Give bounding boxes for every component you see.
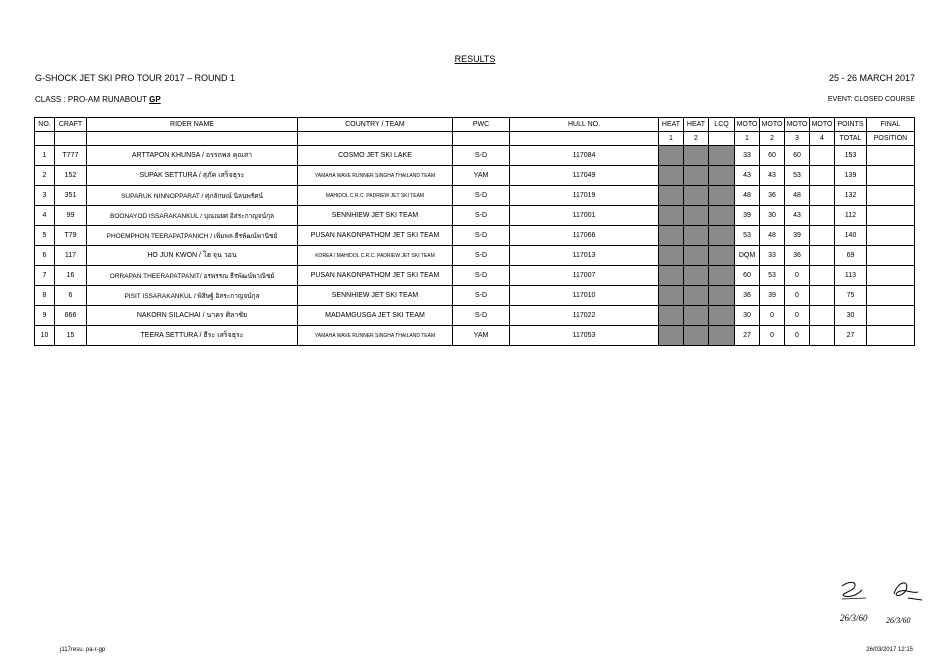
cell-m2: 0 [760, 306, 785, 326]
cell-shaded [684, 166, 709, 186]
cell-hull: 117019 [510, 186, 659, 206]
cell-no: 1 [35, 146, 55, 166]
cell-craft: 16 [55, 266, 87, 286]
class-prefix: CLASS : PRO-AM RUNABOUT [35, 95, 150, 104]
cell-total: 140 [835, 226, 867, 246]
cell-shaded [684, 226, 709, 246]
col-moto3-num: 3 [785, 132, 810, 146]
col-lcq: LCQ [709, 118, 735, 132]
cell-shaded [684, 306, 709, 326]
cell-pos [867, 246, 915, 266]
cell-total: 139 [835, 166, 867, 186]
cell-m2: 30 [760, 206, 785, 226]
cell-m4 [810, 186, 835, 206]
cell-rider: ARTTAPON KHUNSA / อรรถพล คุณสา [87, 146, 298, 166]
cell-no: 5 [35, 226, 55, 246]
cell-craft: 152 [55, 166, 87, 186]
col-final: FINAL [867, 118, 915, 132]
cell-shaded [684, 186, 709, 206]
cell-no: 9 [35, 306, 55, 326]
cell-hull: 117013 [510, 246, 659, 266]
col-pwc: PWC [453, 118, 510, 132]
cell-shaded [684, 146, 709, 166]
cell-no: 6 [35, 246, 55, 266]
cell-team: YAMAHA WAVE RUNNER SINGHA THAILAND TEAM [298, 326, 453, 346]
cell-craft: T777 [55, 146, 87, 166]
cell-pos [867, 146, 915, 166]
cell-m2: 43 [760, 166, 785, 186]
table-row [35, 286, 915, 306]
cell-craft: 15 [55, 326, 87, 346]
cell-hull: 117001 [510, 206, 659, 226]
col-heat2-num: 2 [684, 132, 709, 146]
cell-pos [867, 266, 915, 286]
col-no: NO. [35, 118, 55, 132]
cell-team: PUSAN NAKONPATHOM JET SKI TEAM [298, 226, 453, 246]
cell-m3: 0 [785, 326, 810, 346]
cell-m4 [810, 306, 835, 326]
cell-shaded [659, 166, 684, 186]
cell-pwc: S-D [453, 186, 510, 206]
col-craft: CRAFT [55, 118, 87, 132]
cell-hull: 117049 [510, 166, 659, 186]
cell-shaded [659, 186, 684, 206]
cell-m2: 60 [760, 146, 785, 166]
cell-m3: 0 [785, 286, 810, 306]
cell-rider: NAKORN SILACHAI / นาคร ศิลาชัย [87, 306, 298, 326]
cell-craft: 666 [55, 306, 87, 326]
cell-pwc: S-D [453, 146, 510, 166]
cell-m1: 39 [735, 206, 760, 226]
cell-pwc: YAM [453, 166, 510, 186]
cell-no: 3 [35, 186, 55, 206]
cell-shaded [709, 166, 735, 186]
footer-file-ref: j117resu. pa-r-gp [60, 647, 106, 653]
cell-m1: 60 [735, 266, 760, 286]
cell-craft: 117 [55, 246, 87, 266]
header-row-2 [35, 132, 915, 146]
cell-pwc: S-D [453, 226, 510, 246]
cell-shaded [709, 266, 735, 286]
cell-m3: 36 [785, 246, 810, 266]
header-row-1 [35, 118, 915, 132]
cell-shaded [684, 206, 709, 226]
cell-craft: 351 [55, 186, 87, 206]
cell-no: 8 [35, 286, 55, 306]
cell-shaded [709, 186, 735, 206]
cell-team: KOREA / MAHIDOL C.R.C. PADRIEW JET SKI TEAM [298, 246, 453, 266]
col-team: COUNTRY / TEAM [298, 118, 453, 132]
table-row [35, 166, 915, 186]
cell-shaded [659, 286, 684, 306]
cell-shaded [684, 326, 709, 346]
cell-m4 [810, 246, 835, 266]
cell-pos [867, 226, 915, 246]
cell-rider: PHOEMPHON TEERAPATPANICH / เพิ่มพล ธีรพัฒน์พานิชย์ [87, 226, 298, 246]
cell-shaded [659, 146, 684, 166]
table-row [35, 266, 915, 286]
cell-shaded [659, 306, 684, 326]
cell-craft: T79 [55, 226, 87, 246]
event-name: G-SHOCK JET SKI PRO TOUR 2017 – ROUND 1 [35, 73, 236, 83]
class-label [35, 95, 161, 104]
col-moto3: MOTO [785, 118, 810, 132]
cell-hull: 117022 [510, 306, 659, 326]
table-row [35, 246, 915, 266]
cell-shaded [709, 306, 735, 326]
cell-rider: PISIT ISSARAKANKUL / พิสิษฐ์ อิสระกาญจน์กุล [87, 286, 298, 306]
cell-m3: 0 [785, 266, 810, 286]
cell-shaded [684, 286, 709, 306]
cell-pwc: S-D [453, 286, 510, 306]
class-code: GP [149, 95, 161, 104]
cell-rider: SUPARUK NINNOPPARAT / ศุภลักษณ์ นิลนพรัตน์ [87, 186, 298, 206]
signature-date-2: 26/3/60 [886, 616, 911, 625]
cell-team: PUSAN NAKONPATHOM JET SKI TEAM [298, 266, 453, 286]
col-heat1-num: 1 [659, 132, 684, 146]
cell-m4 [810, 326, 835, 346]
cell-team: MADAMGUSGA JET SKI TEAM [298, 306, 453, 326]
cell-pwc: S-D [453, 266, 510, 286]
cell-pwc: S-D [453, 306, 510, 326]
col-moto1: MOTO [735, 118, 760, 132]
cell-no: 7 [35, 266, 55, 286]
cell-m3: 60 [785, 146, 810, 166]
cell-shaded [709, 206, 735, 226]
col-moto4: MOTO [810, 118, 835, 132]
cell-shaded [709, 286, 735, 306]
cell-team: COSMO JET SKI LAKE [298, 146, 453, 166]
results-table [34, 117, 915, 346]
cell-pos [867, 166, 915, 186]
cell-shaded [709, 246, 735, 266]
col-total: TOTAL [835, 132, 867, 146]
official-signature [836, 576, 926, 626]
col-moto2-num: 2 [760, 132, 785, 146]
cell-shaded [659, 206, 684, 226]
cell-m1: 27 [735, 326, 760, 346]
event-course: EVENT: CLOSED COURSE [827, 96, 915, 103]
cell-m3: 43 [785, 206, 810, 226]
cell-hull: 117010 [510, 286, 659, 306]
cell-total: 112 [835, 206, 867, 226]
cell-shaded [659, 246, 684, 266]
cell-shaded [684, 266, 709, 286]
table-row [35, 146, 915, 166]
cell-m4 [810, 226, 835, 246]
cell-pwc: S-D [453, 206, 510, 226]
cell-pwc: YAM [453, 326, 510, 346]
cell-hull: 117066 [510, 226, 659, 246]
cell-m4 [810, 146, 835, 166]
cell-rider: ORRAPAN THEERAPATPANIT/ อรพรรณ ธีรพัฒน์พาณิชย์ [87, 266, 298, 286]
page-title: RESULTS [454, 54, 496, 64]
cell-team: SENNHIEW JET SKI TEAM [298, 206, 453, 226]
table-row [35, 306, 915, 326]
cell-m2: 39 [760, 286, 785, 306]
cell-m2: 0 [760, 326, 785, 346]
cell-craft: 6 [55, 286, 87, 306]
cell-craft: 99 [55, 206, 87, 226]
cell-total: 27 [835, 326, 867, 346]
cell-m3: 53 [785, 166, 810, 186]
col-heat2: HEAT [684, 118, 709, 132]
footer-timestamp: 26/03/2017 12:15 [866, 647, 913, 653]
cell-pos [867, 306, 915, 326]
event-dates: 25 - 26 MARCH 2017 [828, 73, 915, 83]
cell-m1: 48 [735, 186, 760, 206]
cell-m2: 48 [760, 226, 785, 246]
cell-m3: 39 [785, 226, 810, 246]
table-row [35, 206, 915, 226]
cell-shaded [659, 266, 684, 286]
table-row [35, 186, 915, 206]
cell-shaded [684, 246, 709, 266]
cell-m2: 33 [760, 246, 785, 266]
cell-pos [867, 326, 915, 346]
cell-m4 [810, 206, 835, 226]
cell-rider: BOONAYOD ISSARAKANKUL / บุณณยศ อิสระกาญจน์กุล [87, 206, 298, 226]
cell-hull: 117084 [510, 146, 659, 166]
cell-total: 153 [835, 146, 867, 166]
cell-m1: 53 [735, 226, 760, 246]
cell-pos [867, 186, 915, 206]
col-heat1: HEAT [659, 118, 684, 132]
cell-m4 [810, 166, 835, 186]
table-row [35, 326, 915, 346]
cell-m1: 36 [735, 286, 760, 306]
cell-pwc: S-D [453, 246, 510, 266]
cell-m4 [810, 266, 835, 286]
col-moto2: MOTO [760, 118, 785, 132]
cell-team: SENNHIEW JET SKI TEAM [298, 286, 453, 306]
cell-total: 69 [835, 246, 867, 266]
cell-shaded [709, 146, 735, 166]
cell-rider: SUPAK SETTURA / สุภัค เสร็จธุระ [87, 166, 298, 186]
cell-m1: 30 [735, 306, 760, 326]
cell-shaded [709, 226, 735, 246]
col-position: POSITION [867, 132, 915, 146]
cell-m3: 48 [785, 186, 810, 206]
col-rider: RIDER NAME [87, 118, 298, 132]
cell-m4 [810, 286, 835, 306]
table-row [35, 226, 915, 246]
cell-m1: 43 [735, 166, 760, 186]
cell-m2: 53 [760, 266, 785, 286]
cell-no: 2 [35, 166, 55, 186]
cell-rider: HO JUN KWON / โฮ จุน วอน [87, 246, 298, 266]
cell-shaded [659, 326, 684, 346]
cell-pos [867, 206, 915, 226]
cell-total: 30 [835, 306, 867, 326]
cell-shaded [709, 326, 735, 346]
cell-total: 75 [835, 286, 867, 306]
cell-m1: DQM [735, 246, 760, 266]
results-body [35, 146, 915, 346]
cell-shaded [659, 226, 684, 246]
col-hull: HULL NO. [510, 118, 659, 132]
col-moto1-num: 1 [735, 132, 760, 146]
col-points: POINTS [835, 118, 867, 132]
cell-total: 113 [835, 266, 867, 286]
cell-hull: 117007 [510, 266, 659, 286]
cell-m3: 0 [785, 306, 810, 326]
cell-m2: 36 [760, 186, 785, 206]
cell-rider: TEERA SETTURA / ธีระ เสร็จธุระ [87, 326, 298, 346]
signature-date-1: 26/3/60 [840, 613, 868, 623]
cell-no: 10 [35, 326, 55, 346]
cell-team: YAMAHA WAVE RUNNER SINGHA THAILAND TEAM [298, 166, 453, 186]
cell-hull: 117053 [510, 326, 659, 346]
cell-pos [867, 286, 915, 306]
col-moto4-num: 4 [810, 132, 835, 146]
cell-total: 132 [835, 186, 867, 206]
cell-m1: 33 [735, 146, 760, 166]
cell-no: 4 [35, 206, 55, 226]
cell-team: MAHIDOL C.R.C. PADRIEW JET SKI TEAM [298, 186, 453, 206]
